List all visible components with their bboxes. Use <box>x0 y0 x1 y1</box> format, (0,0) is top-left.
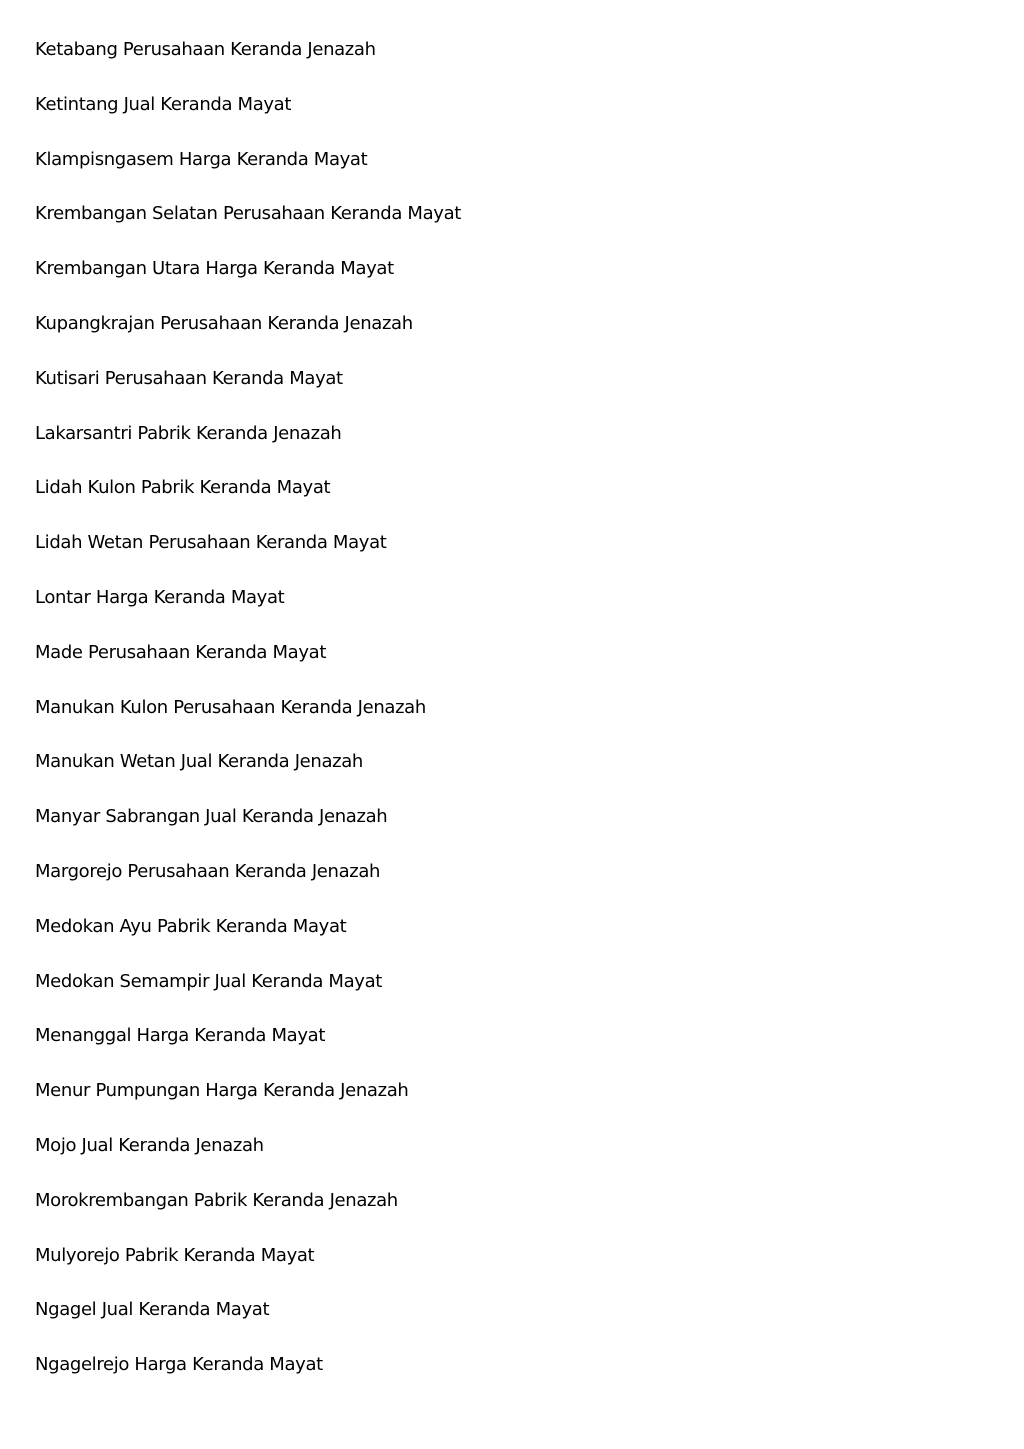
list-item: Mojo Jual Keranda Jenazah <box>35 1134 264 1156</box>
list-item: Menur Pumpungan Harga Keranda Jenazah <box>35 1080 409 1102</box>
list-item: Morokrembangan Pabrik Keranda Jenazah <box>35 1189 398 1211</box>
list-item: Medokan Ayu Pabrik Keranda Mayat <box>35 915 347 937</box>
list-item: Manukan Kulon Perusahaan Keranda Jenazah <box>35 696 426 718</box>
list-item: Margorejo Perusahaan Keranda Jenazah <box>35 860 381 882</box>
list-item: Medokan Semampir Jual Keranda Mayat <box>35 970 382 992</box>
list-item: Lakarsantri Pabrik Keranda Jenazah <box>35 422 342 444</box>
list-item: Ngagel Jual Keranda Mayat <box>35 1299 270 1321</box>
list-item: Manukan Wetan Jual Keranda Jenazah <box>35 751 363 773</box>
list-item: Kupangkrajan Perusahaan Keranda Jenazah <box>35 312 413 334</box>
list-item: Krembangan Utara Harga Keranda Mayat <box>35 258 394 280</box>
list-item: Made Perusahaan Keranda Mayat <box>35 641 327 663</box>
list-item: Lidah Wetan Perusahaan Keranda Mayat <box>35 532 387 554</box>
list-item: Ngagelrejo Harga Keranda Mayat <box>35 1354 323 1376</box>
list-item: Lontar Harga Keranda Mayat <box>35 586 285 608</box>
list-item: Lidah Kulon Pabrik Keranda Mayat <box>35 477 331 499</box>
entry-list <box>35 35 995 1405</box>
list-item: Mulyorejo Pabrik Keranda Mayat <box>35 1244 315 1266</box>
list-item: Ketabang Perusahaan Keranda Jenazah <box>35 39 376 60</box>
list-item: Krembangan Selatan Perusahaan Keranda Mayat <box>35 203 461 225</box>
list-item: Klampisngasem Harga Keranda Mayat <box>35 148 368 170</box>
list-item: Manyar Sabrangan Jual Keranda Jenazah <box>35 806 388 828</box>
list-item: Ketintang Jual Keranda Mayat <box>35 93 292 115</box>
list-item: Kutisari Perusahaan Keranda Mayat <box>35 367 343 389</box>
list-item: Menanggal Harga Keranda Mayat <box>35 1025 326 1047</box>
